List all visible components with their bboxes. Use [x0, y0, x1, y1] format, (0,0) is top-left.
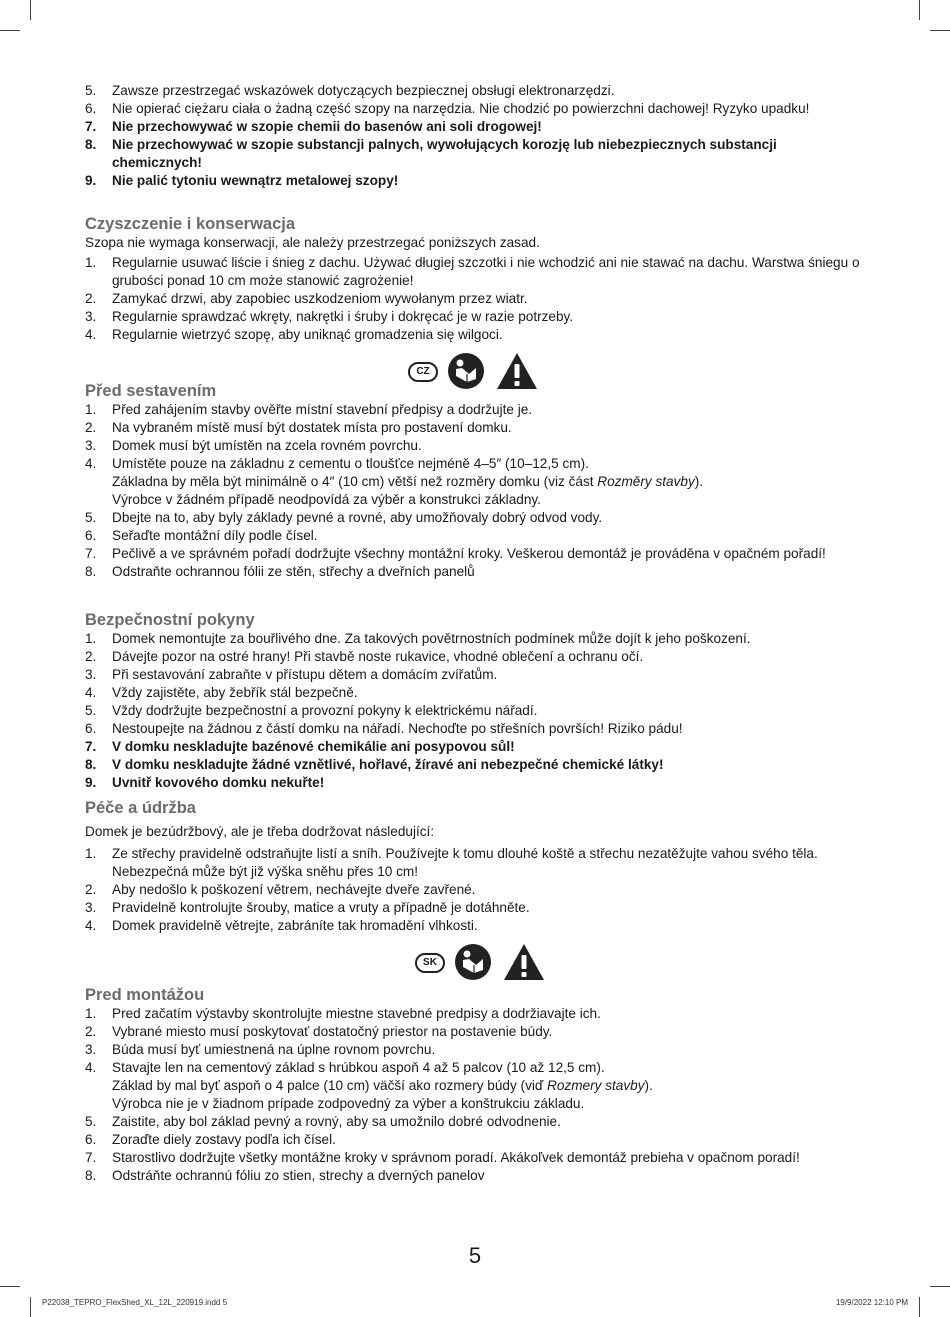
section-heading: Bezpečnostní pokyny	[85, 611, 255, 629]
item-number: 6.	[85, 528, 97, 543]
item-text: Dávejte pozor na ostré hrany! Při stavbě noste rukavice, vhodné oblečení a ochranu očí.	[112, 649, 644, 664]
list-item	[85, 437, 860, 455]
item-number: 8.	[85, 564, 97, 579]
item-number: 2.	[85, 420, 97, 435]
item-text: Nie przechowywać w szopie substancji palnych, wywołujących korozję lub niebezpiecznych substancji chemicznych!	[112, 137, 777, 170]
item-text: Zawsze przestrzegać wskazówek dotyczących bezpiecznej obsługi elektronarzędzi.	[112, 83, 615, 98]
item-extra-text: Základna by měla být minimálně o 4″ (10 cm) větší než rozměry domku (viz část	[112, 474, 598, 489]
item-text: Aby nedošlo k poškození větrem, nechávejte dveře zavřené.	[112, 882, 476, 897]
crop-mark	[930, 1286, 950, 1287]
item-text: Zoraďte diely zostavy podľa ich čísel.	[112, 1132, 336, 1147]
item-text: Odstraňte ochrannou fólii ze stěn, střechy a dveřních panelů	[112, 564, 475, 579]
list-item	[85, 118, 860, 136]
sk-icon-row	[415, 943, 545, 983]
item-number: 6.	[85, 721, 97, 736]
item-number: 8.	[85, 137, 97, 152]
list-item	[85, 254, 860, 290]
list-item	[85, 100, 860, 118]
crop-mark	[930, 30, 950, 31]
item-text: Vždy zajistěte, aby žebřík stál bezpečně.	[112, 685, 358, 700]
list-item	[85, 756, 860, 774]
list-item	[85, 455, 860, 509]
item-list	[85, 254, 860, 344]
item-text: Nie opierać ciężaru ciała o żadną część szopy na narzędzia. Nie chodzić po powierzchni dachowej! Ryzyko upadku!	[112, 101, 810, 116]
item-list	[85, 630, 860, 792]
item-text: Búda musí byť umiestnená na úplne rovnom povrchu.	[112, 1042, 436, 1057]
item-number: 9.	[85, 775, 97, 790]
item-text: Vždy dodržujte bezpečnostní a provozní pokyny k elektrickému nářadí.	[112, 703, 538, 718]
list-item	[85, 326, 860, 344]
item-text: Zamykać drzwi, aby zapobiec uszkodzeniom wywołanym przez wiatr.	[112, 291, 528, 306]
item-text: V domku neskladujte žádné vznětlivé, hořlavé, žíravé ani nebezpečné chemické látky!	[112, 757, 664, 772]
item-number: 4.	[85, 918, 97, 933]
cz-language-badge: CZ	[408, 362, 438, 382]
item-number: 6.	[85, 1132, 97, 1147]
item-text: Nestoupejte na žádnou z částí domku na nářadí. Nechoďte po střešních površích! Riziko pádu!	[112, 721, 683, 736]
item-number: 3.	[85, 1042, 97, 1057]
list-item	[85, 1059, 860, 1113]
list-item	[85, 1113, 860, 1131]
item-number: 1.	[85, 631, 97, 646]
item-reference: Rozměry stavby	[597, 474, 695, 489]
item-number: 4.	[85, 1060, 97, 1075]
item-text: Starostlivo dodržujte všetky montážne kroky v správnom poradí. Akákoľvek demontáž prebieha v opačnom poradí!	[112, 1150, 800, 1165]
list-item	[85, 845, 860, 881]
list-item	[85, 401, 860, 419]
list-item	[85, 1041, 860, 1059]
item-extra-text: ).	[694, 474, 704, 489]
item-text: Domek nemontujte za bouřlivého dne. Za takových povětrnostních podmínek může dojít k jeho poškození.	[112, 631, 751, 646]
item-number: 7.	[85, 739, 97, 754]
item-number: 6.	[85, 101, 97, 116]
item-text: Před zahájením stavby ověřte místní stavební předpisy a dodržujte je.	[112, 402, 533, 417]
list-item	[85, 1005, 860, 1023]
item-extra-line	[112, 1077, 860, 1095]
item-number: 3.	[85, 900, 97, 915]
list-item	[85, 720, 860, 738]
item-text: Zaistite, aby bol základ pevný a rovný, aby sa umožnilo dobré odvodnenie.	[112, 1114, 561, 1129]
item-list	[85, 401, 860, 581]
item-number: 3.	[85, 438, 97, 453]
list-item	[85, 172, 860, 190]
item-number: 4.	[85, 327, 97, 342]
footer-file-name: P22038_TEPRO_FlexShed_XL_12L_220919.indd 5	[42, 1298, 228, 1307]
list-item	[85, 774, 860, 792]
item-number: 2.	[85, 649, 97, 664]
item-number: 8.	[85, 757, 97, 772]
item-text: Pred začatím výstavby skontrolujte miestne stavebné predpisy a dodržiavajte ich.	[112, 1006, 601, 1021]
item-reference: Rozmery stavby	[547, 1078, 645, 1093]
read-manual-icon	[454, 943, 492, 981]
cz-before-assembly-section	[85, 381, 860, 581]
item-number: 5.	[85, 1114, 97, 1129]
item-number: 7.	[85, 546, 97, 561]
list-item	[85, 666, 860, 684]
item-list	[85, 1005, 860, 1185]
item-number: 4.	[85, 456, 97, 471]
item-text: Domek musí být umístěn na zcela rovném povrchu.	[112, 438, 422, 453]
item-list	[85, 82, 860, 190]
pl-cleaning-section	[85, 214, 860, 344]
sk-language-badge: SK	[415, 953, 445, 973]
list-item	[85, 1023, 860, 1041]
list-item	[85, 1149, 860, 1167]
list-item	[85, 1131, 860, 1149]
crop-mark	[30, 0, 31, 20]
item-text: Na vybraném místě musí být dostatek místa pro postavení domku.	[112, 420, 512, 435]
sk-before-assembly-section	[85, 985, 860, 1185]
item-text: Uvnitř kovového domku nekuřte!	[112, 775, 325, 790]
item-number: 3.	[85, 667, 97, 682]
crop-mark	[0, 30, 20, 31]
item-text: Při sestavování zabraňte v přístupu dětem a domácím zvířatům.	[112, 667, 498, 682]
list-item	[85, 684, 860, 702]
crop-mark	[0, 1286, 20, 1287]
item-number: 4.	[85, 685, 97, 700]
item-text: Vybrané miesto musí poskytovať dostatočný priestor na postavenie búdy.	[112, 1024, 553, 1039]
list-item	[85, 419, 860, 437]
item-text: Pečlivě a ve správném pořadí dodržujte všechny montážní kroky. Veškerou demontáž je prováděna v opačném pořadí!	[112, 546, 826, 561]
list-item	[85, 509, 860, 527]
list-item	[85, 290, 860, 308]
item-text: Nie palić tytoniu wewnątrz metalowej szopy!	[112, 173, 399, 188]
item-text: Ze střechy pravidelně odstraňujte listí a sníh. Používejte k tomu dlouhé koště a střechu nezatěžujte vahou svého těla. Nebezpečná může být již výška sněhu přes 10 cm!	[112, 846, 818, 879]
item-extra-line: Výrobce v žádném případě neodpovídá za výběr a konstrukci základny.	[112, 492, 541, 507]
list-item	[85, 630, 860, 648]
page-number: 5	[468, 1243, 482, 1268]
list-item	[85, 738, 860, 756]
item-number: 9.	[85, 173, 97, 188]
item-text: Dbejte na to, aby byly základy pevné a rovné, aby umožňovaly dobrý odvod vody.	[112, 510, 603, 525]
item-number: 2.	[85, 291, 97, 306]
item-text: Pravidelně kontrolujte šrouby, matice a vruty a případně je dotáhněte.	[112, 900, 530, 915]
section-intro: Domek je bezúdržbový, ale je třeba dodržovat následující:	[85, 824, 435, 839]
item-text: Stavajte len na cementový základ s hrúbkou aspoň 4 až 5 palcov (10 až 12,5 cm).	[112, 1060, 605, 1075]
pl-safety-continued	[85, 82, 860, 190]
warning-icon	[503, 943, 545, 981]
list-item	[85, 308, 860, 326]
item-extra-line: Výrobca nie je v žiadnom prípade zodpovedný za výber a konštrukciu základu.	[112, 1096, 585, 1111]
list-item	[85, 527, 860, 545]
item-extra-text: Základ by mal byť aspoň o 4 palce (10 cm) väčší ako rozmery búdy (viď	[112, 1078, 548, 1093]
crop-mark	[30, 1297, 31, 1317]
item-text: Umístěte pouze na základnu z cementu o tloušťce nejméně 4–5″ (10–12,5 cm).	[112, 456, 589, 471]
list-item	[85, 136, 860, 172]
item-text: Regularnie usuwać liście i śnieg z dachu. Używać długiej szczotki i nie wchodzić ani nie stawać na dachu. Warstwa śniegu o grubości ponad 10 cm może stanowić zagrożenie!	[112, 255, 860, 288]
item-number: 8.	[85, 1168, 97, 1183]
crop-mark	[919, 0, 920, 20]
footer-date: 19/9/2022 12:10 PM	[835, 1298, 908, 1307]
item-number: 5.	[85, 703, 97, 718]
list-item	[85, 917, 860, 935]
item-text: Odstráňte ochrannú fóliu zo stien, strechy a dverných panelov	[112, 1168, 485, 1183]
list-item	[85, 648, 860, 666]
cz-care-section	[85, 798, 860, 935]
item-text: Seřaďte montážní díly podle čísel.	[112, 528, 318, 543]
item-number: 7.	[85, 1150, 97, 1165]
list-item	[85, 563, 860, 581]
item-extra-text: ).	[644, 1078, 653, 1093]
item-list	[85, 845, 860, 935]
section-intro: Szopa nie wymaga konserwacji, ale należy przestrzegać poniższych zasad.	[85, 235, 540, 250]
item-text: Nie przechowywać w szopie chemii do basenów ani soli drogowej!	[112, 119, 542, 134]
crop-mark	[919, 1297, 920, 1317]
list-item	[85, 702, 860, 720]
item-number: 2.	[85, 882, 97, 897]
item-text: Regularnie wietrzyć szopę, aby uniknąć gromadzenia się wilgoci.	[112, 327, 503, 342]
list-item	[85, 545, 860, 563]
item-number: 7.	[85, 119, 97, 134]
cz-safety-section	[85, 610, 860, 792]
section-heading: Před sestavením	[85, 382, 217, 400]
list-item	[85, 1167, 860, 1185]
list-item	[85, 881, 860, 899]
item-number: 3.	[85, 309, 97, 324]
section-heading: Péče a údržba	[85, 799, 196, 817]
list-item	[85, 82, 860, 100]
item-number: 1.	[85, 402, 97, 417]
item-text: Regularnie sprawdzać wkręty, nakrętki i śruby i dokręcać je w razie potrzeby.	[112, 309, 574, 324]
item-number: 1.	[85, 255, 97, 270]
item-number: 5.	[85, 510, 97, 525]
item-number: 2.	[85, 1024, 97, 1039]
section-heading: Pred montážou	[85, 986, 205, 1004]
item-number: 1.	[85, 846, 97, 861]
item-text: V domku neskladujte bazénové chemikálie ani posypovou sůl!	[112, 739, 515, 754]
item-extra-line	[112, 473, 860, 491]
section-heading: Czyszczenie i konserwacja	[85, 215, 296, 233]
item-number: 1.	[85, 1006, 97, 1021]
item-text: Domek pravidelně větrejte, zabráníte tak hromadění vlhkosti.	[112, 918, 478, 933]
item-number: 5.	[85, 83, 97, 98]
list-item	[85, 899, 860, 917]
